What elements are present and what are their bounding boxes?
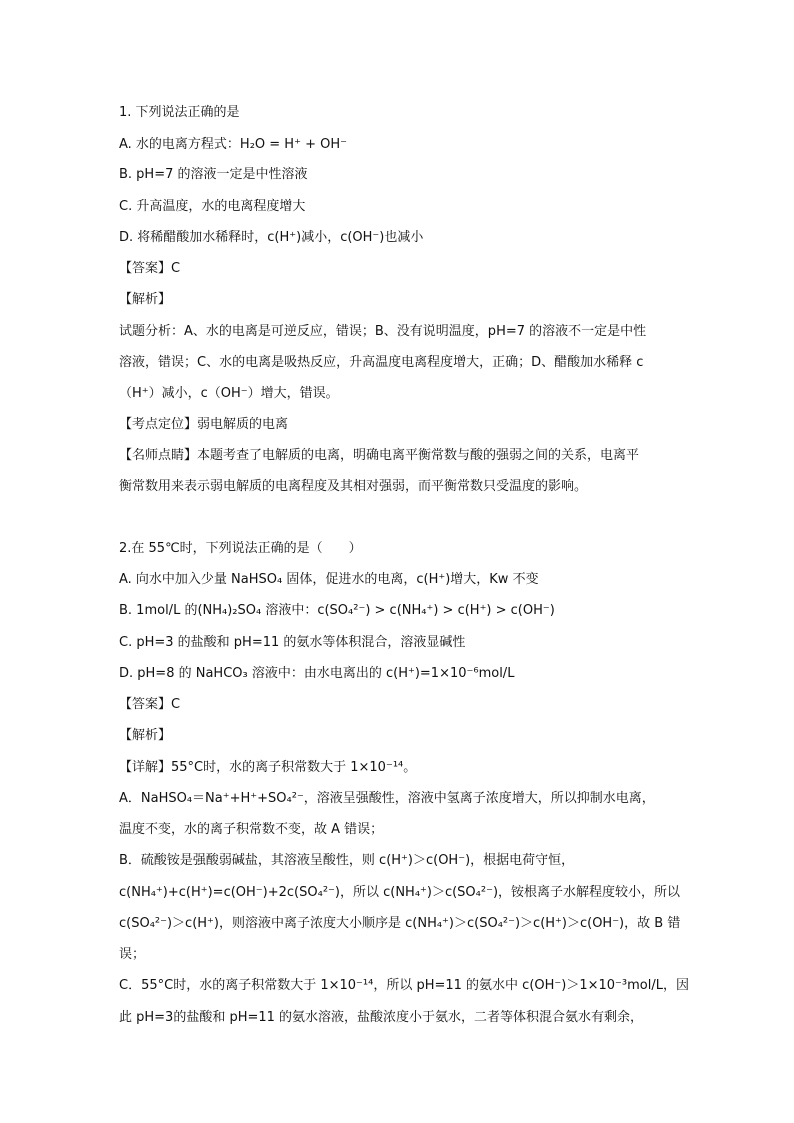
q1-option-c: C. 升高温度，水的电离程度增大 xyxy=(119,199,306,214)
q1-option-b: B. pH=7 的溶液一定是中性溶液 xyxy=(119,167,308,182)
q2-option-b: B. 1mol/L 的(NH₄)₂SO₄ 溶液中：c(SO₄²⁻) > c(NH₄⁺) > c(H⁺) > c(OH⁻) xyxy=(119,603,555,618)
q2-analysis-a-line: 温度不变，水的离子积常数不变，故 A 错误； xyxy=(119,822,384,837)
q2-answer: 【答案】C xyxy=(119,697,181,712)
q1-option-a: A. 水的电离方程式：H₂O = H⁺ + OH⁻ xyxy=(119,137,347,152)
q2-analysis-b-line: B．硫酸铵是强酸弱碱盐，其溶液呈酸性，则 c(H⁺)＞c(OH⁻)，根据电荷守恒， xyxy=(119,853,575,868)
q2-analysis-b-line: c(NH₄⁺)+c(H⁺)=c(OH⁻)+2c(SO₄²⁻)，所以 c(NH₄⁺)＞c(SO₄²⁻)，铵根离子水解程度较小，所以 xyxy=(119,885,681,900)
q1-stem: 1. 下列说法正确的是 xyxy=(119,105,240,120)
q1-analysis-title: 【解析】 xyxy=(119,292,172,307)
q2-detail: 【详解】55°C时，水的离子积常数大于 1×10⁻¹⁴。 xyxy=(119,760,417,775)
q1-option-d: D. 将稀醋酸加水稀释时，c(H⁺)减小，c(OH⁻)也减小 xyxy=(119,230,424,245)
q2-analysis-b-line: 误； xyxy=(119,947,146,962)
q2-option-c: C. pH=3 的盐酸和 pH=11 的氨水等体积混合，溶液显碱性 xyxy=(119,635,466,650)
q1-point: 【考点定位】弱电解质的电离 xyxy=(119,417,289,432)
q2-option-d: D. pH=8 的 NaHCO₃ 溶液中：由水电离出的 c(H⁺)=1×10⁻⁶mol/L xyxy=(119,666,515,681)
q2-option-a: A. 向水中加入少量 NaHSO₄ 固体，促进水的电离，c(H⁺)增大，Kw 不变 xyxy=(119,572,539,587)
q1-analysis-line: 试题分析：A、水的电离是可逆反应，错误；B、没有说明温度，pH=7 的溶液不一定是中性 xyxy=(119,324,647,339)
q1-answer: 【答案】C xyxy=(119,261,181,276)
q2-stem: 2.在 55℃时，下列说法正确的是（ ） xyxy=(119,541,362,556)
q2-analysis-c-line: C．55°C时，水的离子积常数大于 1×10⁻¹⁴，所以 pH=11 的氨水中 c(OH⁻)＞1×10⁻³mol/L，因 xyxy=(119,978,689,993)
q1-analysis-line: （H⁺）减小，c（OH⁻）增大，错误。 xyxy=(119,386,339,401)
q2-analysis-a-line: A．NaHSO₄＝Na⁺+H⁺+SO₄²⁻，溶液呈强酸性，溶液中氢离子浓度增大，所以抑制水电离， xyxy=(119,791,655,806)
q2-analysis-title: 【解析】 xyxy=(119,728,172,743)
q2-analysis-c-line: 此 pH=3的盐酸和 pH=11 的氨水溶液，盐酸浓度小于氨水，二者等体积混合氨水有剩余， xyxy=(119,1010,644,1025)
q1-comment-line: 【名师点睛】本题考查了电解质的电离，明确电离平衡常数与酸的强弱之间的关系，电离平 xyxy=(119,448,640,463)
q1-comment-line: 衡常数用来表示弱电解质的电离程度及其相对强弱，而平衡常数只受温度的影响。 xyxy=(119,479,588,494)
q2-analysis-b-line: c(SO₄²⁻)＞c(H⁺)，则溶液中离子浓度大小顺序是 c(NH₄⁺)＞c(SO₄²⁻)＞c(H⁺)＞c(OH⁻)，故 B 错 xyxy=(119,916,681,931)
q1-analysis-line: 溶液，错误；C、水的电离是吸热反应，升高温度电离程度增大，正确；D、醋酸加水稀释 c xyxy=(119,355,644,370)
